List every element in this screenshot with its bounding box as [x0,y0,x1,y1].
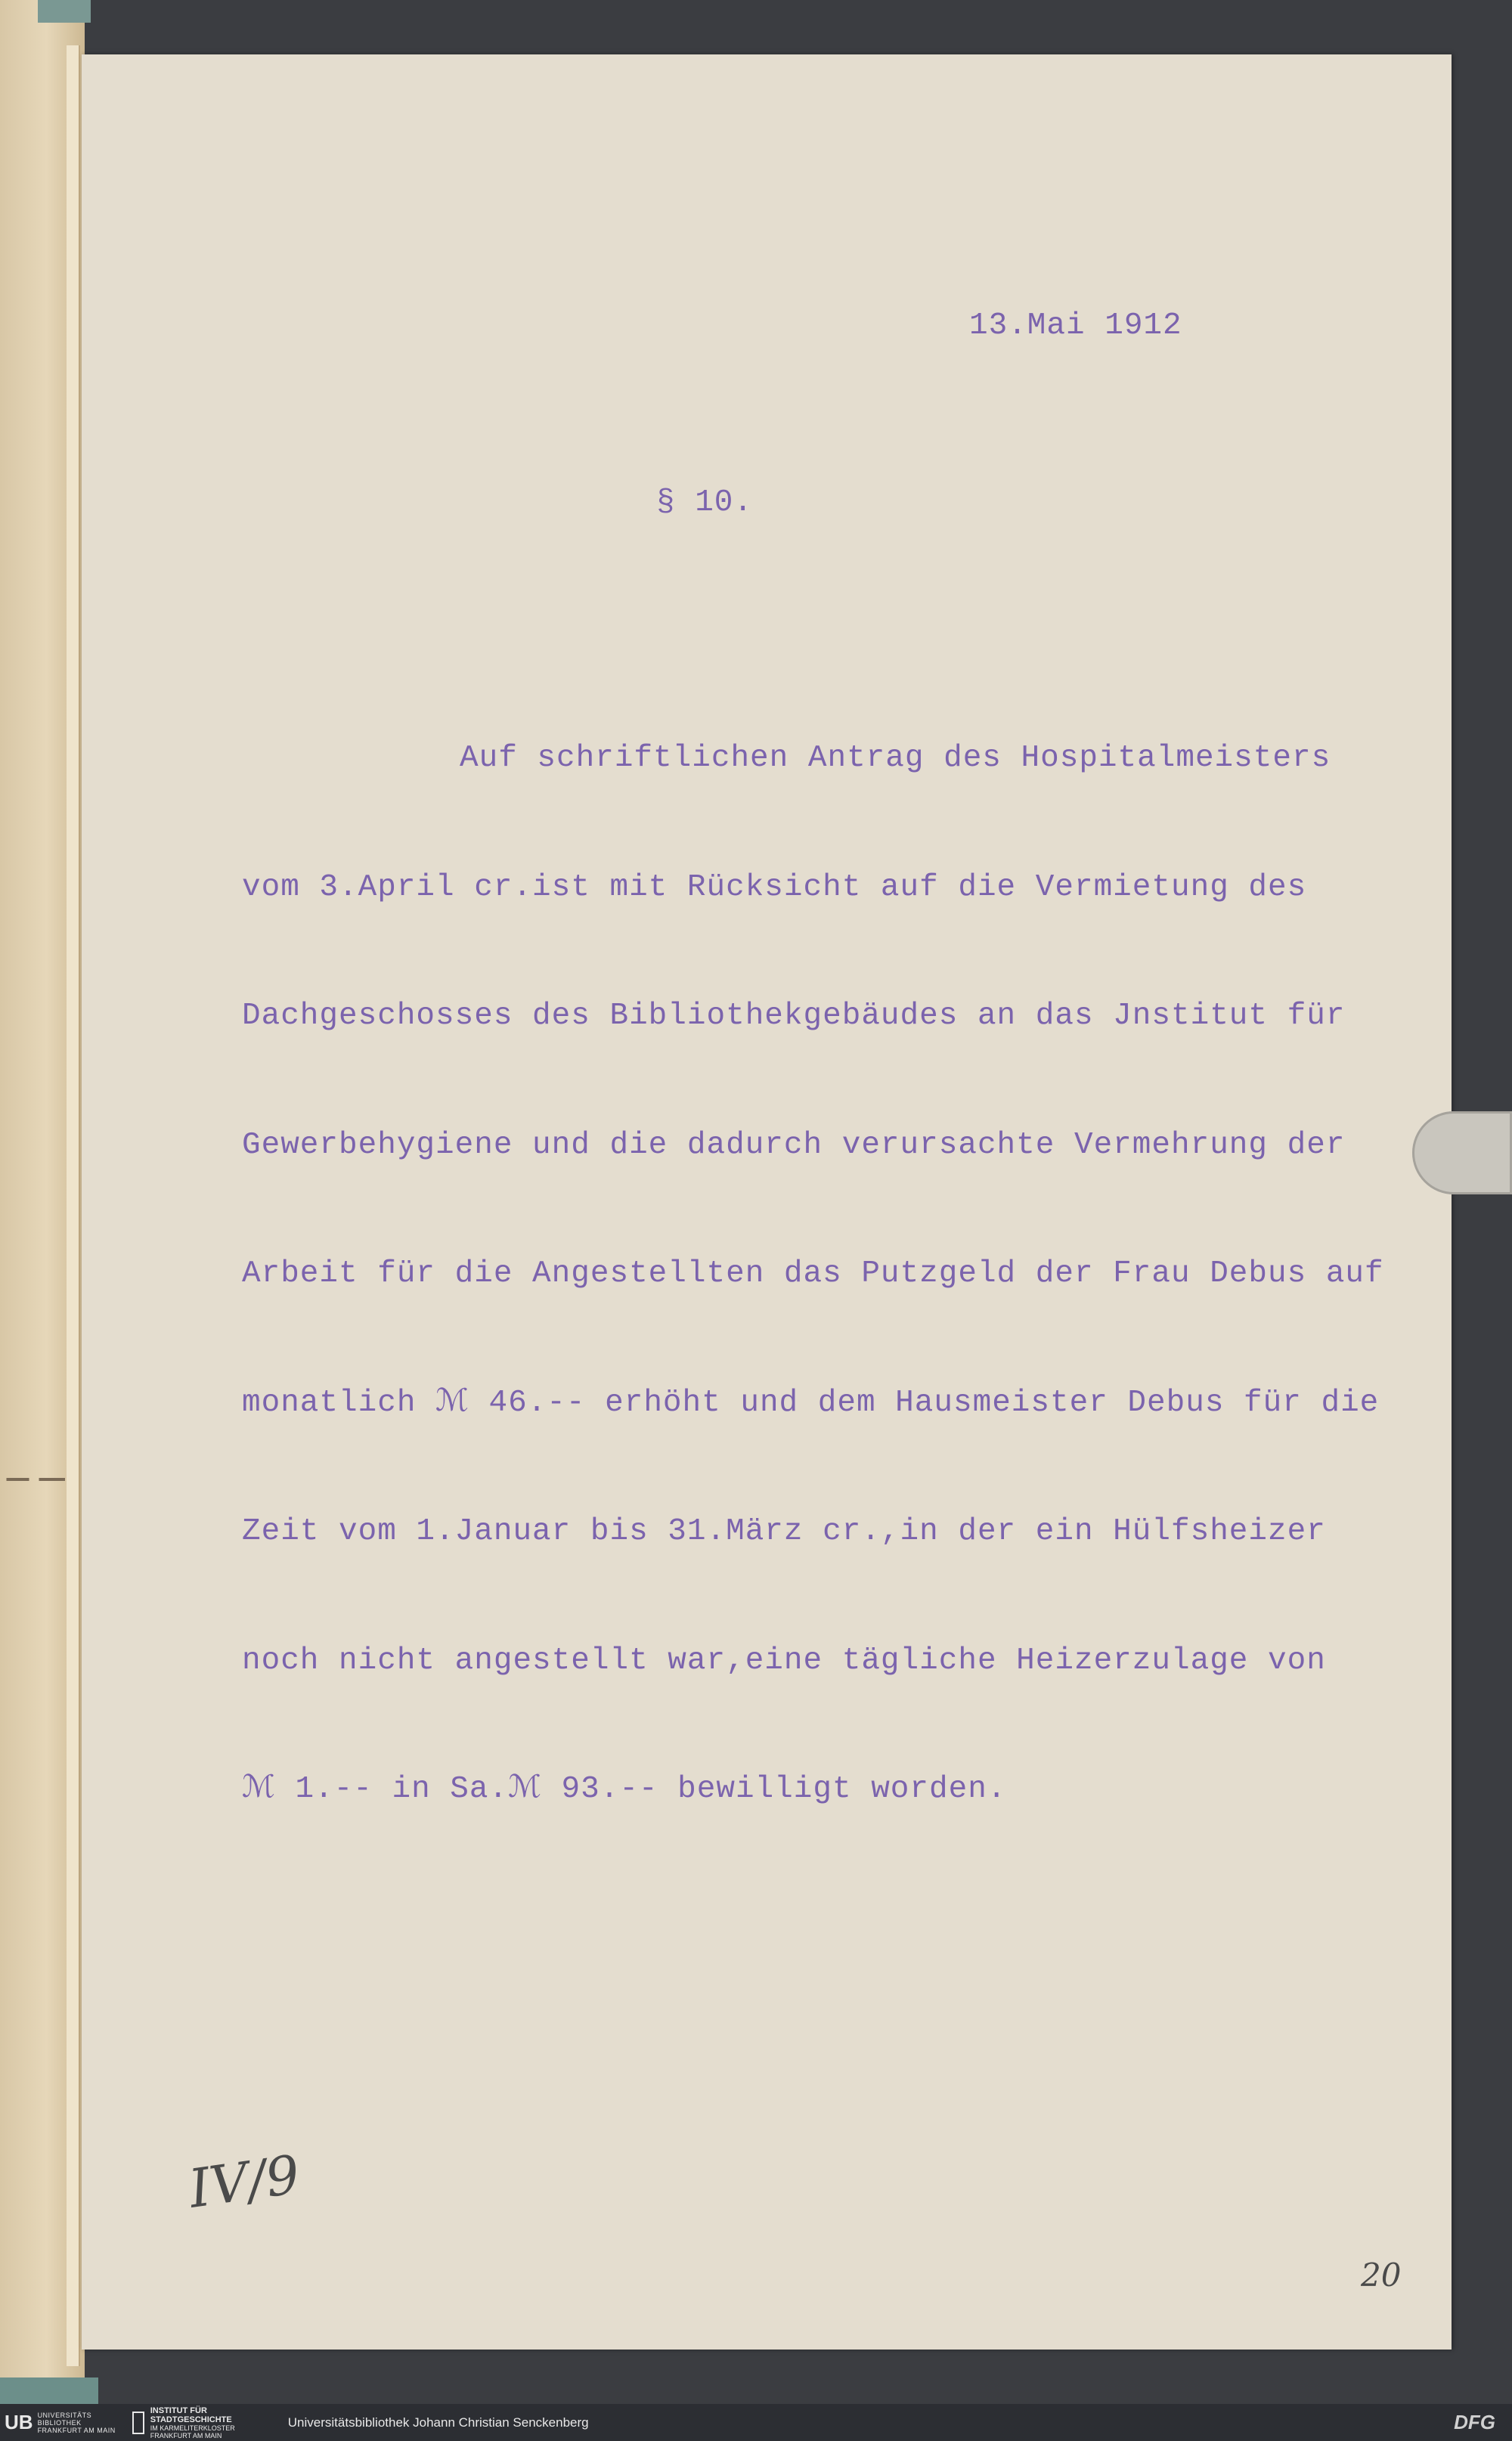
viewer-footer [0,2404,1512,2441]
logo-line: FRANKFURT AM MAIN [37,2426,116,2434]
body-line: noch nicht angestellt war,eine tägliche Heizerzulage von [242,1643,1326,1678]
body-line: Gewerbehygiene und die dadurch verursachte Vermehrung der [242,1127,1346,1163]
body-line: monatlich ℳ 46.-- erhöht und dem Hausmeister Debus für die [242,1385,1380,1420]
dfg-logo[interactable]: DFG [1454,2411,1495,2433]
body-line: Auf schriftlichen Antrag des Hospitalmeisters [460,741,1331,776]
page-number: 20 [1361,2257,1402,2294]
body-line: Dachgeschosses des Bibliothekgebäudes an das Jnstitut für [242,999,1346,1033]
ub-logo[interactable] [5,2411,116,2434]
body-line: vom 3.April cr.ist mit Rücksicht auf die Vermietung des [242,869,1307,905]
section-heading: § 10. [656,485,754,520]
ub-logo-mark: UB [5,2411,33,2433]
institute-line: INSTITUT FÜR [150,2405,207,2415]
body-line: Zeit vom 1.Januar bis 31.März cr.,in der ein Hülfsheizer [242,1514,1326,1549]
folder-edge [67,45,80,2366]
logo-line: BIBLIOTHEK [37,2418,82,2427]
body-line: Arbeit für die Angestellten das Putzgeld der Frau Debus auf [242,1256,1384,1291]
document-date: 13.Mai 1912 [969,308,1182,343]
binding-cloth-top [38,0,91,23]
institute-line: FRANKFURT AM MAIN [150,2431,222,2439]
body-line: ℳ 1.-- in Sa.ℳ 93.-- bewilligt worden. [242,1772,1007,1807]
institute-icon [132,2412,144,2434]
page-tab [1412,1111,1512,1194]
logo-line: UNIVERSITÄTS [37,2411,92,2419]
library-credit[interactable]: Universitätsbibliothek Johann Christian Senckenberg [287,2415,589,2430]
institute-line: STADTGESCHICHTE [150,2415,232,2424]
institute-logo[interactable] [132,2406,235,2439]
binding-cloth-bottom [0,2377,98,2404]
institute-line: IM KARMELITERKLOSTER [150,2424,235,2432]
pencil-mark [0,1478,65,1481]
body-text [242,659,1421,1854]
folio-note: IV/9 [185,2143,304,2220]
